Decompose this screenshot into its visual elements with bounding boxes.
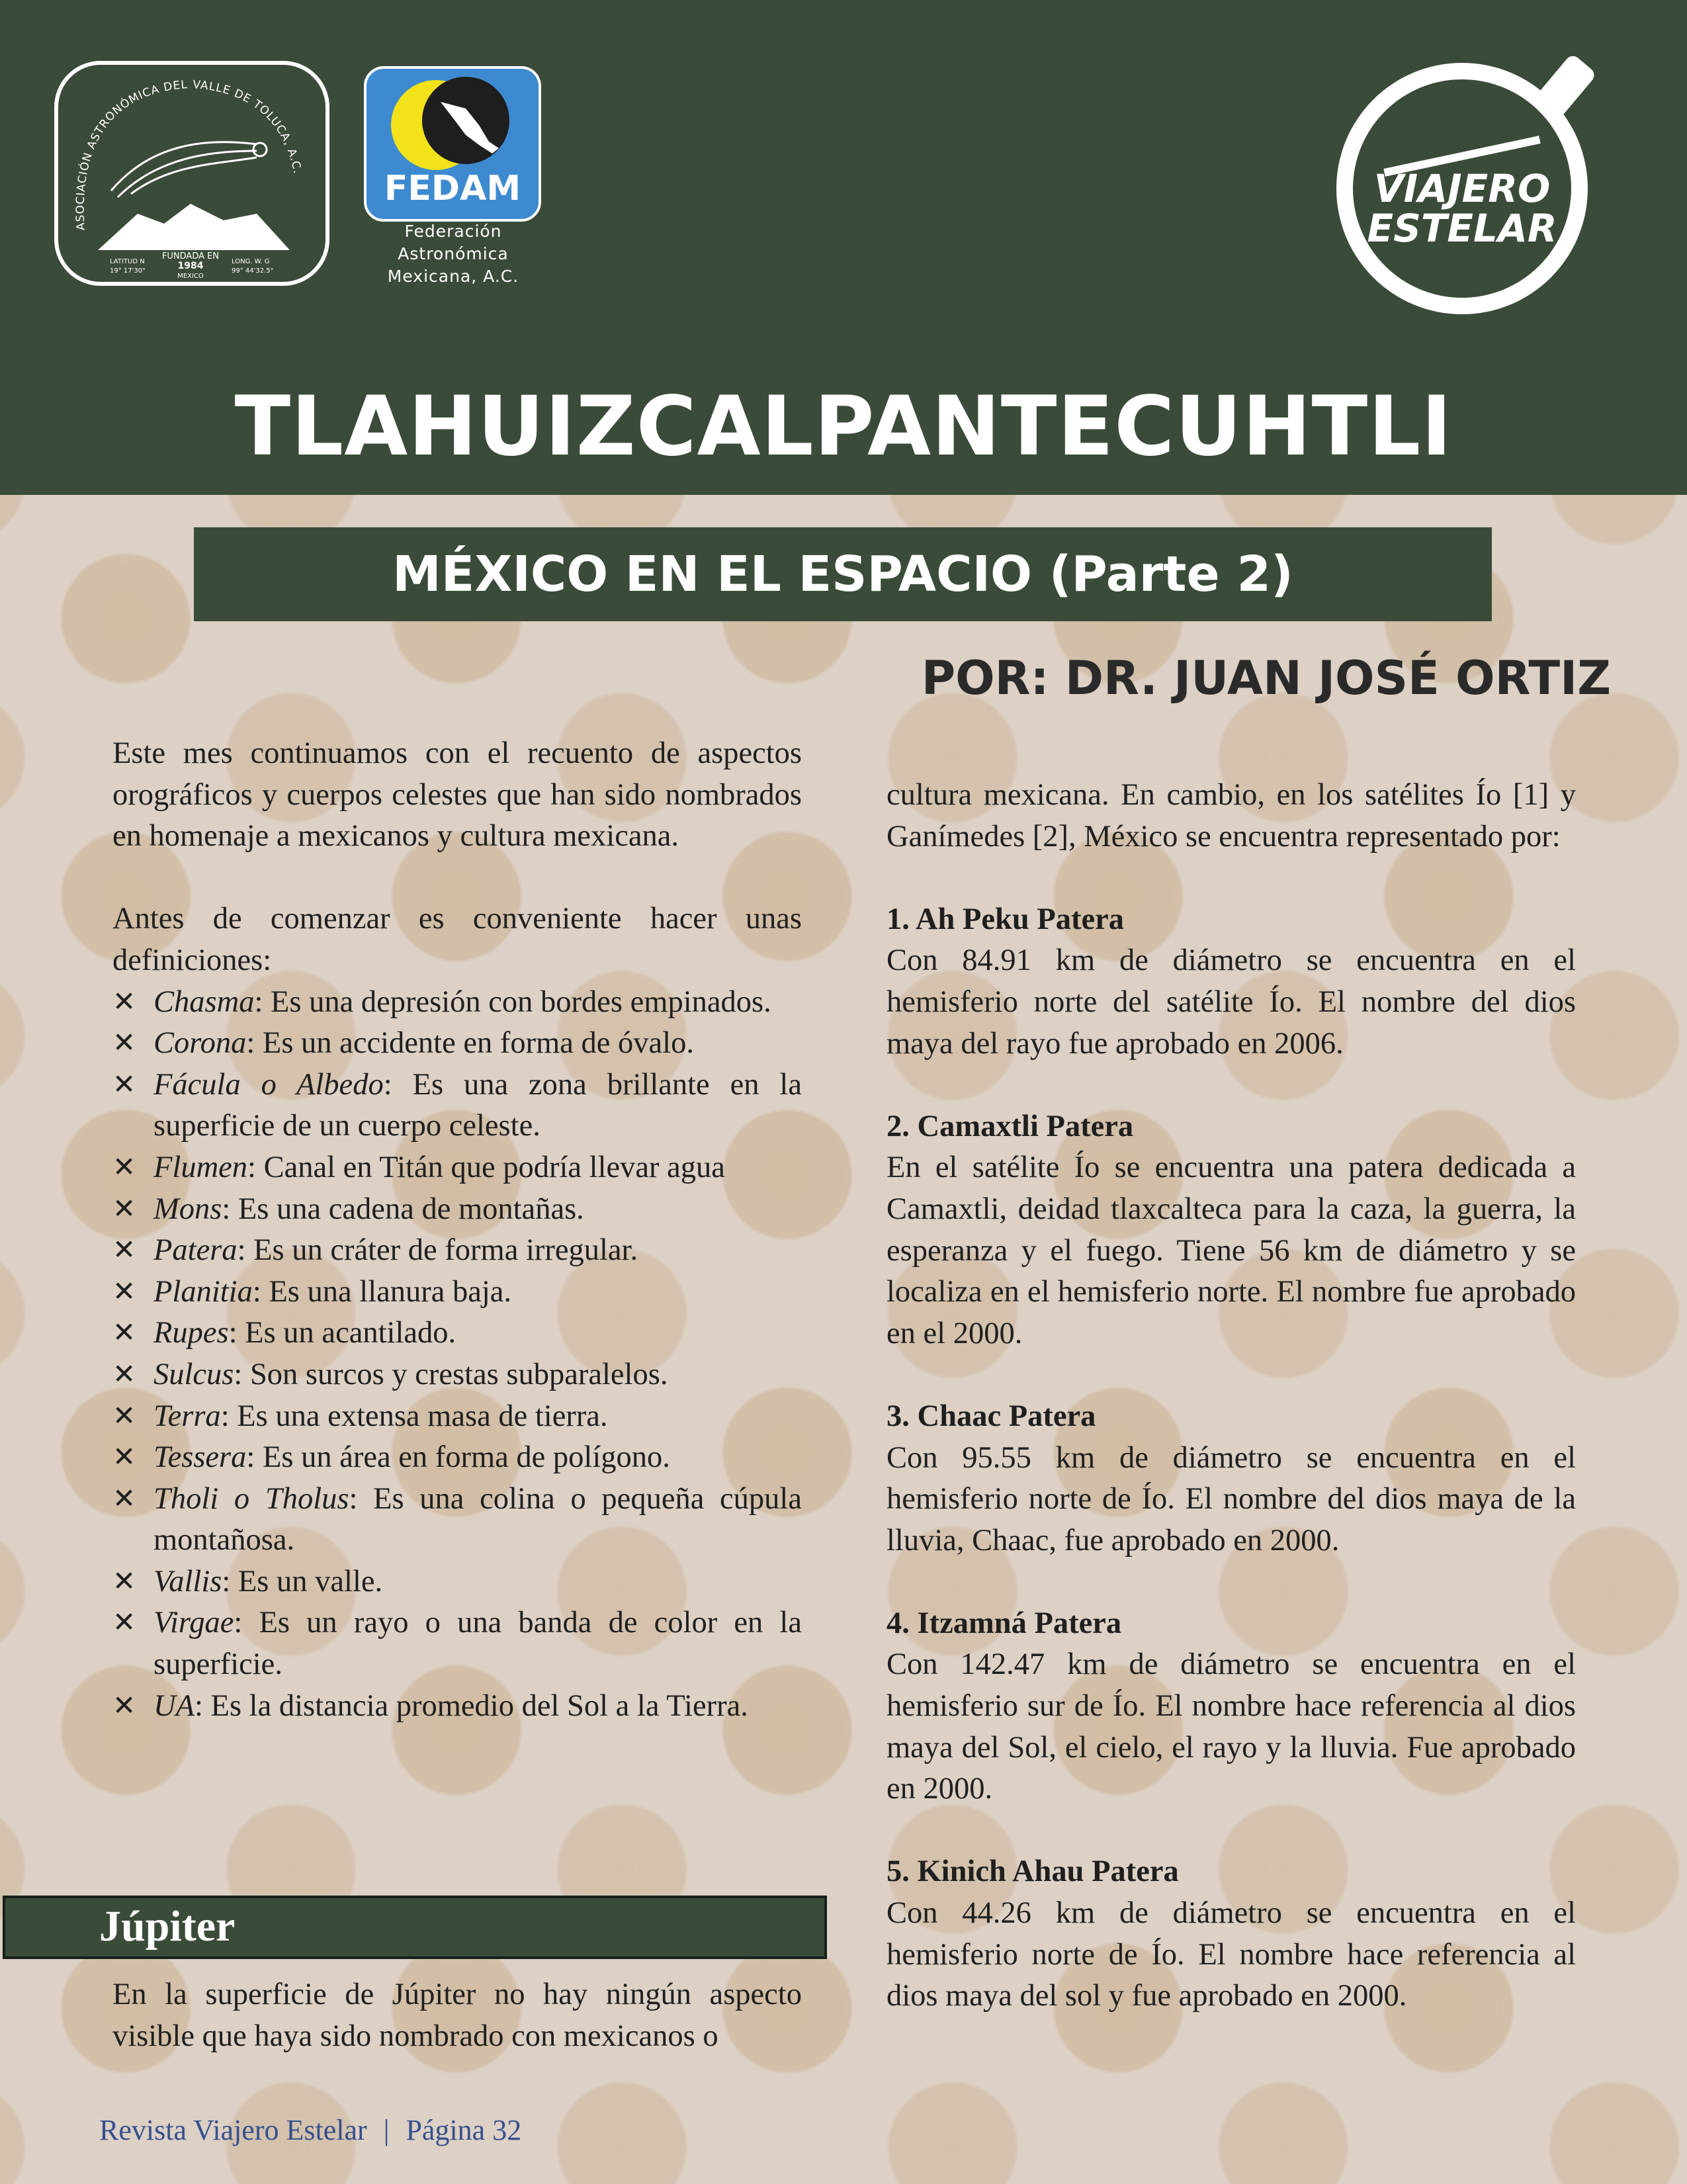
- definition-text: : Es una depresión con bordes empinados.: [254, 984, 771, 1019]
- definition-term: Flumen: [153, 1150, 248, 1184]
- patera-description: Con 95.55 km de diámetro se encuentra en el hemisferio norte de Ío. El nombre del dios maya de la lluvia, Chaac, fue aprobado en 2000.: [887, 1440, 1576, 1557]
- definition-item: [112, 1686, 802, 1727]
- bullet-x-icon: ✕: [112, 1028, 136, 1059]
- ava-country: MEXICO: [177, 273, 204, 280]
- definition-term: Tessera: [153, 1440, 247, 1475]
- ava-year: 1984: [177, 261, 204, 271]
- ve-line1: VIAJERO: [1373, 166, 1551, 211]
- definition-term: Tholi o Tholus: [153, 1481, 349, 1516]
- definition-text: : Canal en Titán que podría llevar agua: [247, 1150, 725, 1184]
- definition-item: [112, 1272, 802, 1313]
- definition-item: [112, 1313, 802, 1354]
- fedam-caption: [357, 220, 549, 288]
- definition-item: [112, 1561, 802, 1603]
- fedam-caption-line: Astronómica: [398, 244, 509, 263]
- bullet-x-icon: ✕: [112, 1401, 136, 1432]
- fedam-logo-graphic: [367, 69, 539, 219]
- patera-title: 3. Chaac Patera: [887, 1399, 1096, 1433]
- bullet-x-icon: ✕: [112, 1318, 136, 1349]
- definition-term: Vallis: [153, 1564, 222, 1598]
- footer-page-number: Página 32: [406, 2114, 522, 2146]
- subtitle-banner: MÉXICO EN EL ESPACIO (Parte 2): [194, 527, 1492, 621]
- definition-text: : Es la distancia promedio del Sol a la Tierra.: [195, 1688, 748, 1723]
- bullet-x-icon: ✕: [112, 1442, 136, 1473]
- volcano-icon: [98, 204, 290, 250]
- definition-text: : Es una colina o pequeña cúpula montañosa.: [153, 1481, 802, 1557]
- bullet-x-icon: ✕: [112, 1359, 136, 1390]
- bullet-x-icon: ✕: [112, 1276, 136, 1307]
- left-column: [112, 733, 802, 1727]
- comet-icon: [111, 142, 267, 197]
- patera-title: 4. Itzamná Patera: [887, 1606, 1122, 1640]
- definition-text: : Es un valle.: [222, 1564, 383, 1598]
- viajero-estelar-logo: [1330, 43, 1614, 341]
- definition-item: [112, 1189, 802, 1231]
- definition-text: : Es un accidente en forma de óvalo.: [246, 1026, 694, 1061]
- page-title: TLAHUIZCALPANTECUHTLI: [234, 379, 1453, 474]
- bullet-x-icon: ✕: [112, 986, 136, 1018]
- ve-line2: ESTELAR: [1367, 206, 1557, 251]
- definition-item: [112, 1479, 802, 1561]
- right-column: [887, 775, 1576, 2017]
- ava-lat-label: LATITUD N: [110, 258, 145, 265]
- definition-text: : Es una cadena de montañas.: [222, 1192, 584, 1226]
- definition-term: Terra: [153, 1399, 221, 1433]
- definition-item: [112, 1354, 802, 1396]
- definition-term: Corona: [153, 1026, 247, 1061]
- definition-term: Chasma: [153, 984, 255, 1019]
- ava-lat-value: 19° 17'30": [110, 267, 146, 275]
- definition-text: : Es un rayo o una banda de color en la superficie.: [153, 1606, 802, 1682]
- bullet-x-icon: ✕: [112, 1069, 136, 1100]
- definition-item: [112, 982, 802, 1024]
- patera-description: Con 142.47 km de diámetro se encuentra en el hemisferio sur de Ío. El nombre hace referencia al dios maya del Sol, el cielo, el rayo y la lluvia. Fue aprobado en 2000.: [887, 1647, 1576, 1806]
- definition-text: : Es una llanura baja.: [252, 1274, 512, 1309]
- patera-title: 1. Ah Peku Patera: [887, 902, 1125, 936]
- fedam-caption-line: Federación: [404, 222, 502, 241]
- patera-description: Con 84.91 km de diámetro se encuentra en el hemisferio norte del satélite Ío. El nombre del dios maya del rayo fue aprobado en 2006.: [887, 943, 1576, 1061]
- patera-title: 5. Kinich Ahau Patera: [887, 1855, 1179, 1889]
- definition-item: [112, 1230, 802, 1272]
- definition-text: : Es un acantilado.: [228, 1316, 456, 1350]
- definition-term: Patera: [153, 1233, 238, 1268]
- intro-paragraph: Este mes continuamos con el recuento de aspectos orográficos y cuerpos celestes que han sido nombrados en homenaje a mexicanos y cultura mexicana.: [112, 736, 802, 853]
- ava-logo: [54, 61, 329, 286]
- definition-text: : Es un área en forma de polígono.: [246, 1440, 670, 1475]
- patera-description: En el satélite Ío se encuentra una patera dedicada a Camaxtli, deidad tlaxcalteca para la caza, la guerra, la esperanza y el fuego. Tiene 56 km de diámetro y se localiza en el hemisferio norte. El nombre fue aprobado en el 2000.: [887, 1151, 1576, 1350]
- definition-term: Sulcus: [153, 1357, 234, 1391]
- fedam-name: FEDAM: [384, 169, 521, 208]
- definition-item: [112, 1437, 802, 1479]
- ava-fundada: FUNDADA EN: [161, 251, 220, 261]
- ava-arc-text: ASOCIACIÓN ASTRONÓMICA DEL VALLE DE TOLUCA, A.C.: [73, 77, 304, 231]
- ava-long-value: 99° 44'32.5": [232, 267, 274, 275]
- bullet-x-icon: ✕: [112, 1690, 136, 1722]
- definition-term: Fácula o Albedo: [153, 1067, 384, 1102]
- patera-description: Con 44.26 km de diámetro se encuentra en el hemisferio norte de Ío. El nombre hace referencia al dios maya del sol y fue aprobado en 2000.: [887, 1896, 1576, 2013]
- patera-title: 2. Camaxtli Patera: [887, 1109, 1134, 1143]
- definition-item: [112, 1147, 802, 1189]
- definition-item: [112, 1065, 802, 1147]
- ava-long-label: LONG. W. G: [232, 258, 270, 265]
- jupiter-paragraph-block: [112, 1974, 802, 2057]
- header-banner: [0, 0, 1687, 495]
- jupiter-paragraph: En la superficie de Júpiter no hay ningún aspecto visible que haya sido nombrado con mexicanos o: [112, 1978, 802, 2053]
- bullet-x-icon: ✕: [112, 1235, 136, 1266]
- definition-term: Virgae: [153, 1606, 234, 1640]
- continuation-paragraph: cultura mexicana. En cambio, en los satélites Ío [1] y Ganímedes [2], México se encuentra representado por:: [887, 778, 1576, 853]
- patera-list: [887, 857, 1576, 2017]
- author-line: POR: DR. JUAN JOSÉ ORTIZ: [921, 651, 1611, 705]
- definition-text: : Es un cráter de forma irregular.: [237, 1233, 638, 1268]
- definition-text: : Son surcos y crestas subparalelos.: [234, 1357, 668, 1391]
- footer-magazine: Revista Viajero Estelar: [99, 2114, 367, 2146]
- bullet-x-icon: ✕: [112, 1194, 136, 1225]
- definition-item: [112, 1602, 802, 1685]
- bullet-x-icon: ✕: [112, 1152, 136, 1183]
- definition-term: Rupes: [153, 1316, 229, 1350]
- definition-text: : Es una extensa masa de tierra.: [220, 1399, 608, 1433]
- definition-text: : Es una zona brillante en la superficie de un cuerpo celeste.: [153, 1067, 802, 1143]
- footer-separator: |: [383, 2114, 390, 2146]
- viajero-estelar-graphic: [1330, 43, 1614, 341]
- fedam-logo: [364, 66, 541, 222]
- definitions-list: [112, 982, 802, 1727]
- footer: [99, 2111, 521, 2150]
- definition-item: [112, 1023, 802, 1065]
- bullet-x-icon: ✕: [112, 1566, 136, 1597]
- definition-term: Planitia: [153, 1274, 253, 1309]
- definition-term: UA: [153, 1688, 195, 1723]
- bullet-x-icon: ✕: [112, 1483, 136, 1514]
- definition-term: Mons: [153, 1192, 222, 1226]
- section-title-jupiter: Júpiter: [99, 1902, 236, 1950]
- ava-logo-graphic: [58, 65, 325, 282]
- definitions-intro: Antes de comenzar es conveniente hacer unas definiciones:: [112, 902, 802, 977]
- fedam-caption-line: Mexicana, A.C.: [387, 267, 519, 286]
- definition-item: [112, 1396, 802, 1438]
- bullet-x-icon: ✕: [112, 1608, 136, 1639]
